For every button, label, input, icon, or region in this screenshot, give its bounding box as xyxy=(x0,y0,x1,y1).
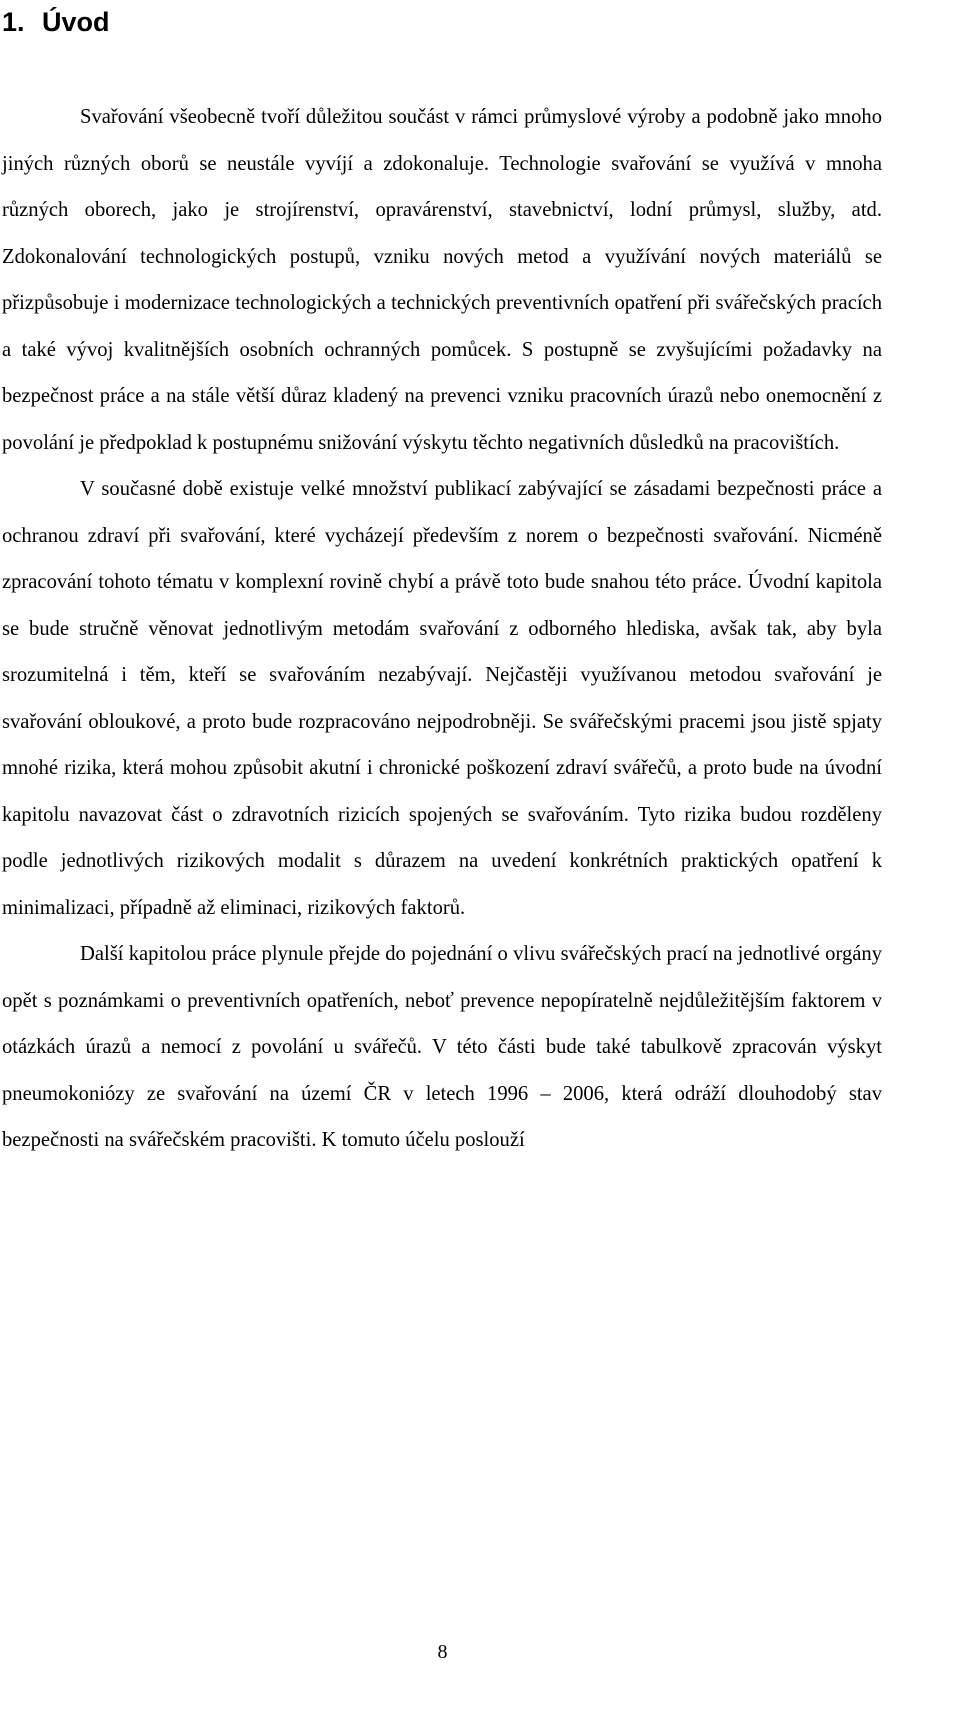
page-number: 8 xyxy=(437,1641,448,1663)
chapter-heading xyxy=(2,2,110,42)
paragraph-2: V současné době existuje velké množství publikací zabývající se zásadami bezpečnosti práce a ochranou zdraví při svařování, které vycházejí především z norem o bezpečnosti svařování. Nicméně zpracování tohoto tématu v komplexní rovině chybí a právě toto bude snahou této práce. Úvodní kapitola se bude stručně věnovat jednotlivým metodám svařování z odborného hlediska, avšak tak, aby byla srozumitelná i těm, kteří se svařováním nezabývají. Nejčastěji využívanou metodou svařování je svařování obloukové, a proto bude rozpracováno nejpodrobněji. Se svářečskými pracemi jsou jistě spjaty mnohé rizika, která mohou způsobit akutní i chronické poškození zdraví svářečů, a proto bude na úvodní kapitolu navazovat část o zdravotních rizicích spojených se svařováním. Tyto rizika budou rozděleny podle jednotlivých rizikových modalit s důrazem na uvedení konkrétních praktických opatření k minimalizaci, případně až eliminaci, rizikových faktorů. xyxy=(2,478,882,919)
paragraph-3: Další kapitolou práce plynule přejde do pojednání o vlivu svářečských prací na jednotlivé orgány opět s poznámkami o preventivních opatřeních, neboť prevence nepopíratelně nejdůležitějším faktorem v otázkách úrazů a nemocí z povolání u svářečů. V této části bude také tabulkově zpracován výskyt pneumokoniózy ze svařování na území ČR v letech 1996 – 2006, která odráží dlouhodobý stav bezpečnosti na svářečském pracovišti. K tomuto účelu poslouží xyxy=(2,943,882,1151)
paragraph-1: Svařování všeobecně tvoří důležitou součást v rámci průmyslové výroby a podobně jako mnoho jiných různých oborů se neustále vyvíjí a zdokonaluje. Technologie svařování se využívá v mnoha různých oborech, jako je strojírenství, opravárenství, stavebnictví, lodní průmysl, služby, atd. Zdokonalování technologických postupů, vzniku nových metod a využívání nových materiálů se přizpůsobuje i modernizace technologických a technických preventivních opatření při svářečských pracích a také vývoj kvalitnějších osobních ochranných pomůcek. S postupně se zvyšujícími požadavky na bezpečnost práce a na stále větší důraz kladený na prevenci vzniku pracovních úrazů nebo onemocnění z povolání je předpoklad k postupnému snižování výskytu těchto negativních důsledků na pracovištích. xyxy=(2,106,882,454)
chapter-title: Úvod xyxy=(42,7,110,37)
chapter-number: 1. xyxy=(2,7,25,37)
body-text xyxy=(2,94,882,1164)
